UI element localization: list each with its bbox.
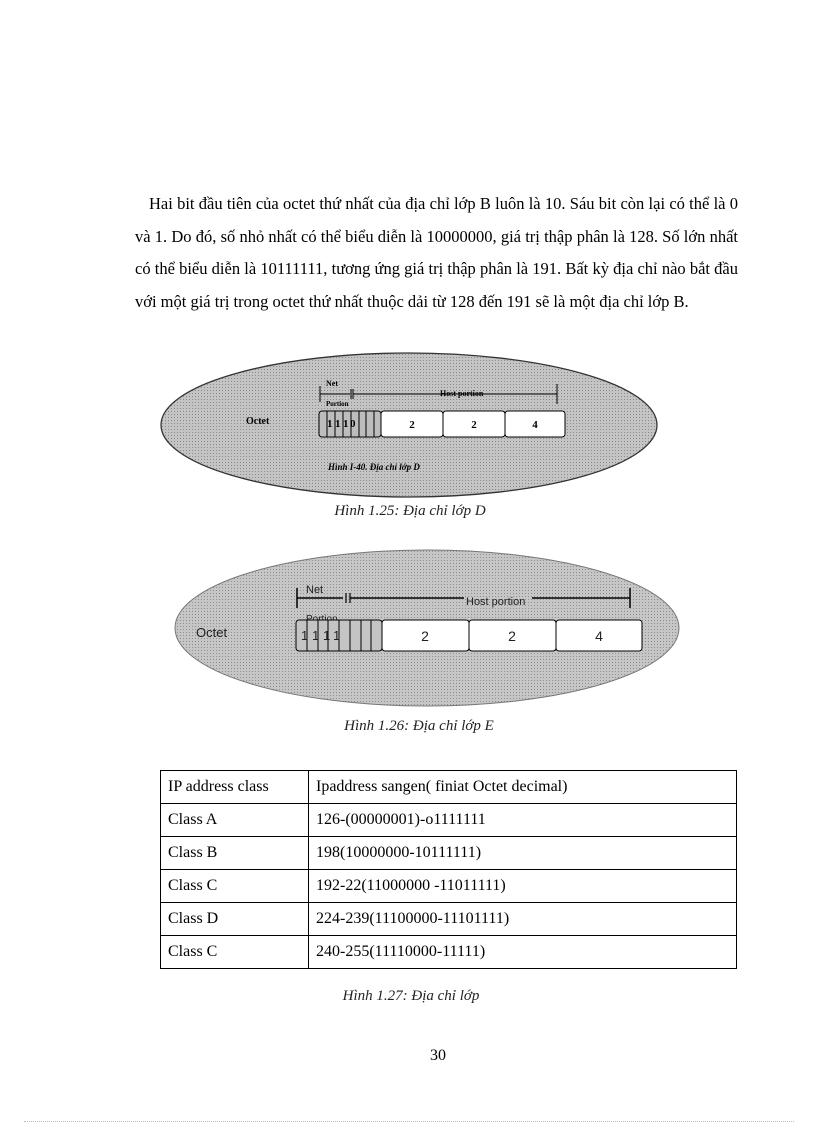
octet-2-value: 2 [409,419,415,431]
octet-4-value: 4 [532,419,538,431]
bit-2: 1 [335,418,341,430]
body-paragraph: Hai bit đầu tiên của octet thứ nhất của địa chỉ lớp B luôn là 10. Sáu bit còn lại có thể là 0 và 1. Do đó, số nhỏ nhất có thể biểu diễn là 10000000, giá trị thập phân là 128. Số lớn nhất có thể biểu diễn là 10111111, tương ứng giá trị thập phân là 191. Bất kỳ địa chỉ nào bắt đầu với một giá trị trong octet thứ nhất thuộc dải từ 128 đến 191 sẽ là một địa chỉ lớp B. [135,194,738,311]
table-cell-class: Class A [161,804,309,837]
inner-caption: Hình I-40. Địa chỉ lớp D [328,462,420,472]
table-header-cell: Ipaddress sangen( finiat Octet decimal) [309,771,737,804]
bit-4: 1 [333,628,341,643]
bit-3: 1 [323,628,331,643]
table-cell-range: 224-239(11100000-11101111) [309,903,737,936]
octet-label: Octet [246,416,270,427]
table-cell-class: Class C [161,936,309,969]
table-cell-range: 240-255(11110000-11111) [309,936,737,969]
table-cell-class: Class B [161,837,309,870]
table-cell-class: Class D [161,903,309,936]
octet-4-value: 4 [595,628,603,644]
net-label: Net [306,584,324,596]
table-caption: Hình 1.27: Địa chỉ lớp [342,988,480,1004]
net-label: Net [326,379,338,388]
ip-class-table [160,770,737,969]
table-row [161,870,737,903]
table-row [161,936,737,969]
octet-3-value: 2 [508,628,516,644]
table-row [161,837,737,870]
footer-divider [24,1121,794,1122]
host-portion-label: Host portion [466,596,526,608]
figure-d-caption: Hình 1.25: Địa chỉ lớp D [334,503,486,519]
table-row [161,903,737,936]
table-cell-range: 126-(00000001)-o1111111 [309,804,737,837]
table-cell-range: 198(10000000-10111111) [309,837,737,870]
host-portion-label: Host portion [440,389,484,398]
table-header-row [161,771,737,804]
table-cell-class: Class C [161,870,309,903]
octet-label: Octet [196,625,228,640]
page-number: 30 [430,1047,446,1064]
bit-2: 1 [312,628,320,643]
octet-3-value: 2 [471,419,477,431]
figure-e-caption: Hình 1.26: Địa chỉ lớp E [344,718,494,734]
bit-3: 1 [343,418,349,430]
class-e-diagram [0,545,816,705]
table-cell-range: 192-22(11000000 -11011111) [309,870,737,903]
table-row [161,804,737,837]
portion-label: Portion [326,400,349,408]
class-d-diagram [0,348,816,498]
bit-4: 0 [350,418,356,430]
octet-2-value: 2 [421,628,429,644]
bit-1: 1 [301,628,309,643]
bit-1: 1 [327,418,333,430]
table-header-cell: IP address class [161,771,309,804]
